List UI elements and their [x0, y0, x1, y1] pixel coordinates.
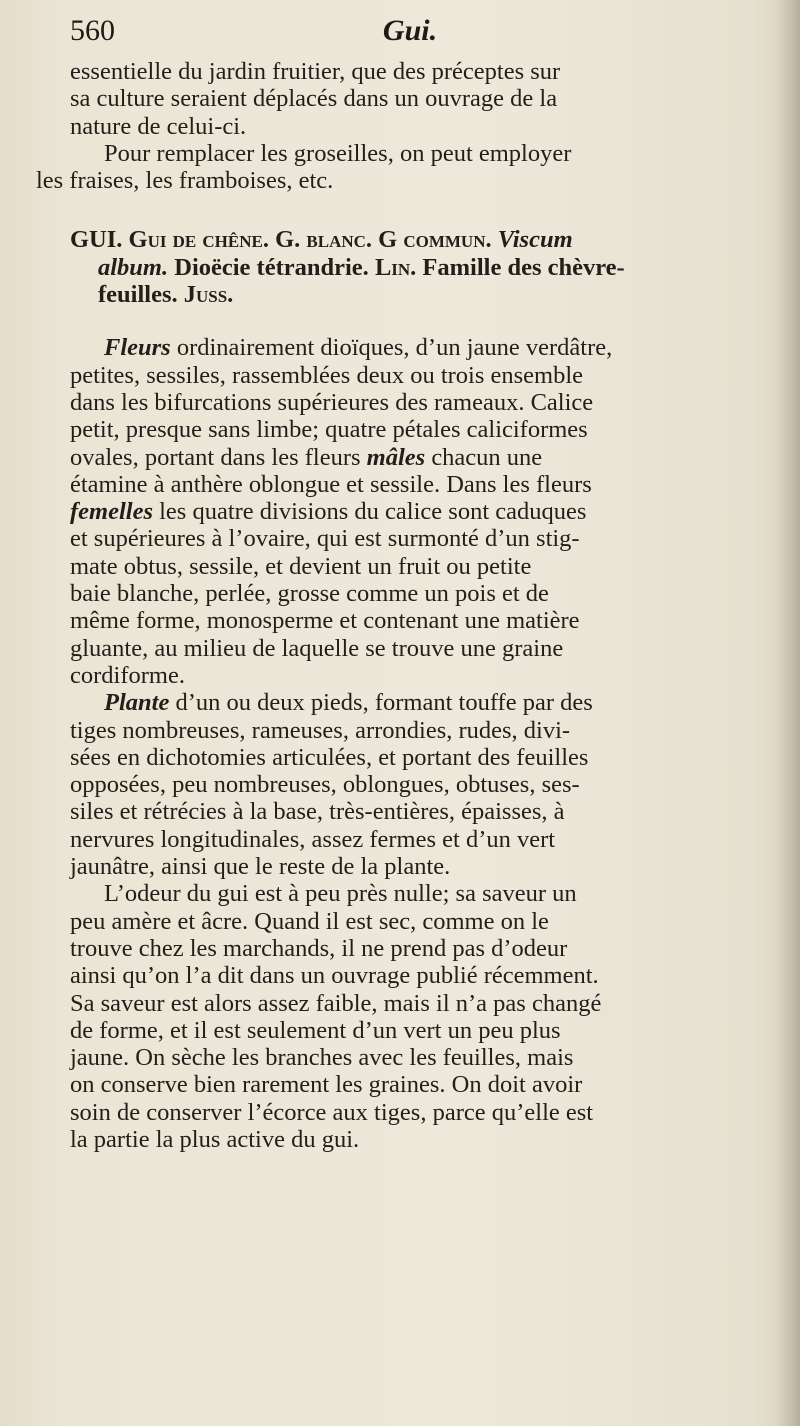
text-line: nervures longitudinales, assez fermes et d’un vert — [70, 825, 556, 853]
text-line: d’un ou deux pieds, formant touffe par des — [175, 689, 593, 717]
text-line: ovales, portant dans les fleurs — [70, 443, 361, 471]
text-line: essentielle du jardin fruitier, que des préceptes sur — [70, 58, 561, 85]
text-line: baie blanche, perlée, grosse comme un pois et de — [70, 580, 549, 608]
author-linnaeus: Lin. — [374, 253, 417, 281]
text-line: les quatre divisions du calice sont caduques — [159, 498, 587, 526]
synonym-gui-de-chene: Gui de chêne. — [128, 226, 269, 254]
latin-name-genus: Viscum — [497, 226, 573, 254]
text-line: peu amère et âcre. Quand il est sec, comme on le — [70, 907, 549, 935]
paragraph-plante — [70, 689, 740, 880]
text-line: Pour remplacer les groseilles, on peut employer — [104, 139, 572, 167]
entry-name: GUI. — [70, 226, 123, 254]
text-line: dans les bifurcations supérieures des rameaux. Calice — [70, 388, 594, 416]
text-line: étamine à anthère oblongue et sessile. Dans les fleurs — [70, 470, 592, 498]
family-continued: feuilles. — [98, 281, 178, 309]
text-line: jaunâtre, ainsi que le reste de la plante. — [70, 853, 451, 881]
entry-heading — [70, 226, 740, 308]
lead-word-plante: Plante — [104, 689, 170, 717]
text-line: jaune. On sèche les branches avec les feuilles, mais — [70, 1044, 574, 1072]
text-line: trouve chez les marchands, il ne prend pas d’odeur — [70, 934, 568, 962]
lead-word-fleurs: Fleurs — [104, 334, 171, 362]
page-edge-shadow — [774, 0, 800, 1426]
text-line: sées en dichotomies articulées, et portant des feuilles — [70, 743, 589, 771]
synonym-g-blanc: G. blanc. — [275, 226, 373, 254]
paragraph-jardin — [70, 58, 740, 140]
emphasis-males: mâles — [366, 443, 426, 471]
author-jussieu: Juss. — [183, 281, 234, 309]
text-line: ainsi qu’on l’a dit dans un ouvrage publié récemment. — [70, 962, 599, 990]
page-header — [70, 14, 750, 54]
text-line: petit, presque sans limbe; quatre pétales caliciformes — [70, 416, 588, 444]
emphasis-femelles: femelles — [70, 498, 153, 526]
text-line: chacun une — [431, 443, 543, 471]
text-line: ordinairement dioïques, d’un jaune verdâtre, — [176, 334, 613, 362]
text-line: siles et rétrécies à la base, très-entières, épaisses, à — [70, 798, 565, 826]
text-line: petites, sessiles, rassemblées deux ou trois ensemble — [70, 361, 584, 389]
text-line: les fraises, les framboises, etc. — [36, 167, 334, 195]
classification: Dioëcie tétrandrie. — [174, 253, 369, 281]
paragraph-odeur — [70, 880, 740, 1153]
text-line: la partie la plus active du gui. — [70, 1125, 360, 1153]
family: Famille des chèvre- — [422, 253, 625, 281]
body-text — [36, 58, 740, 1153]
text-line: et supérieures à l’ovaire, qui est surmonté d’un stig- — [70, 525, 580, 553]
text-line: gluante, au milieu de laquelle se trouve une graine — [70, 634, 564, 662]
text-line: même forme, monosperme et contenant une matière — [70, 607, 580, 635]
text-line: L’odeur du gui est à peu près nulle; sa saveur un — [104, 880, 577, 908]
text-line: tiges nombreuses, rameuses, arrondies, rudes, divi- — [70, 716, 571, 744]
synonym-g-commun: G commun. — [378, 226, 492, 254]
text-line: on conserve bien rarement les graines. On doit avoir — [70, 1071, 583, 1099]
text-line: nature de celui-ci. — [70, 112, 247, 140]
paragraph-fleurs — [70, 334, 740, 689]
latin-name-species: album. — [98, 253, 169, 281]
running-title: Gui. — [382, 14, 438, 47]
text-line: mate obtus, sessile, et devient un fruit ou petite — [70, 552, 532, 580]
text-line: soin de conserver l’écorce aux tiges, parce qu’elle est — [70, 1098, 594, 1126]
text-line: cordiforme. — [70, 661, 185, 689]
text-line: de forme, et il est seulement d’un vert un peu plus — [70, 1016, 561, 1044]
paragraph-groseilles — [36, 139, 740, 195]
text-line: sa culture seraient déplacés dans un ouvrage de la — [70, 85, 558, 113]
page-number: 560 — [70, 14, 115, 47]
text-line: Sa saveur est alors assez faible, mais il n’a pas changé — [70, 989, 602, 1017]
text-line: opposées, peu nombreuses, oblongues, obtuses, ses- — [70, 771, 580, 799]
